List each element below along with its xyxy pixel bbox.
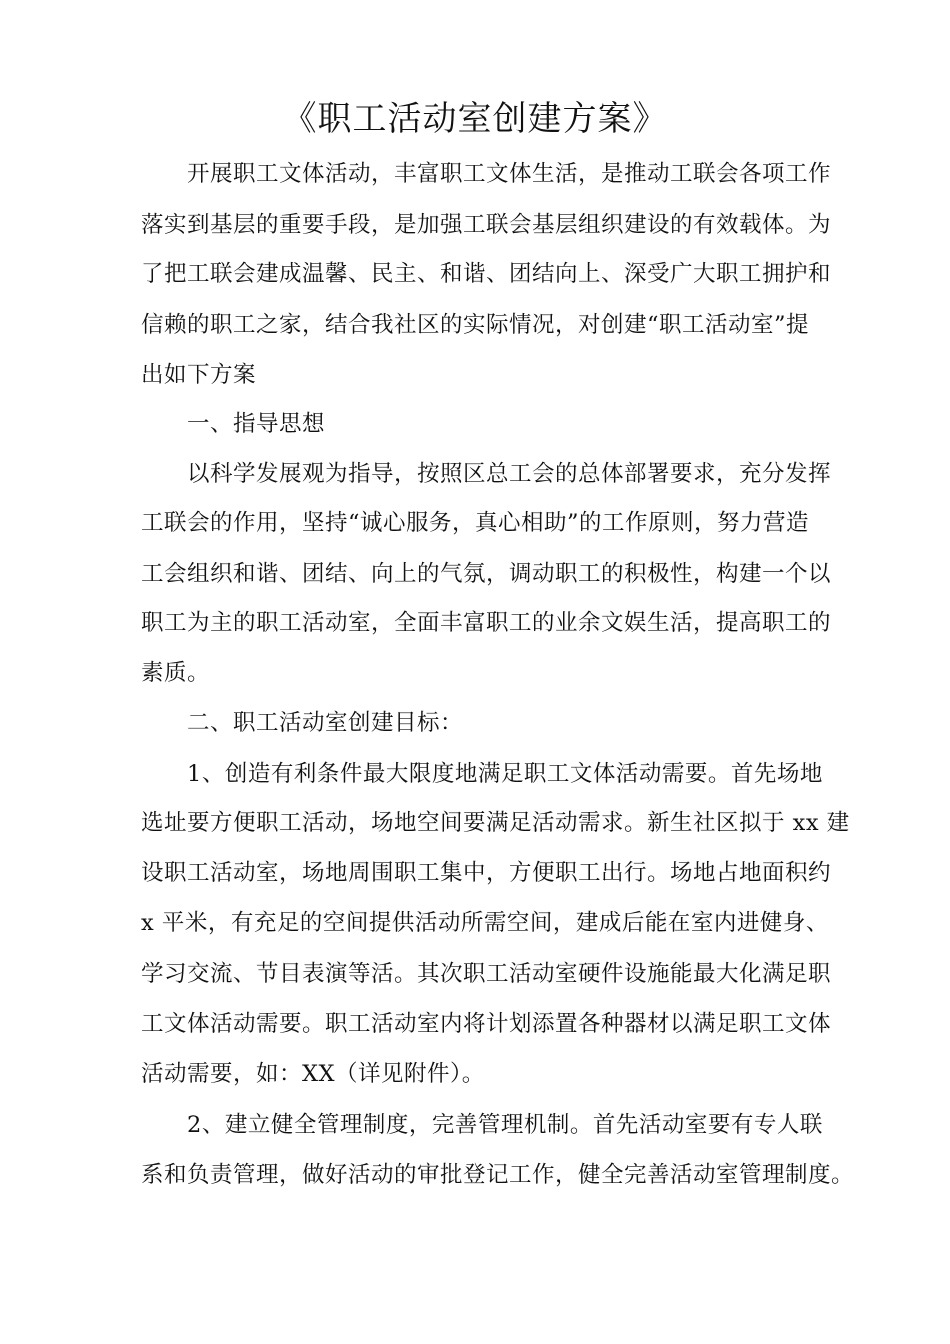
paragraph-line: 了把工联会建成温馨、民主、和谐、团结向上、深受广大职工拥护和 — [141, 261, 832, 287]
paragraph-line: 系和负责管理，做好活动的审批登记工作，健全完善活动室管理制度。 — [141, 1162, 855, 1188]
paragraph-line: 工联会的作用，坚持“诚心服务，真心相助”的工作原则，努力营造 — [141, 510, 810, 536]
paragraph-line: 1、创造有利条件最大限度地满足职工文体活动需要。首先场地 — [187, 761, 823, 787]
paragraph-line: 活动需要，如：XX（详见附件）。 — [141, 1061, 485, 1087]
paragraph-line: 工文体活动需要。职工活动室内将计划添置各种器材以满足职工文体 — [141, 1011, 832, 1037]
paragraph-line: 设职工活动室，场地周围职工集中，方便职工出行。场地占地面积约 — [141, 860, 832, 886]
paragraph-line: 信赖的职工之家，结合我社区的实际情况，对创建“职工活动室”提 — [141, 312, 810, 338]
paragraph-line: 学习交流、节目表演等活。其次职工活动室硬件设施能最大化满足职 — [141, 961, 832, 987]
paragraph-line: 开展职工文体活动，丰富职工文体生活，是推动工联会各项工作 — [187, 161, 832, 187]
paragraph-line: 2、建立健全管理制度，完善管理机制。首先活动室要有专人联 — [187, 1112, 823, 1138]
paragraph-line: 出如下方案 — [141, 362, 257, 388]
paragraph-line: x 平米，有充足的空间提供活动所需空间，建成后能在室内进健身、 — [141, 910, 829, 936]
section-heading: 二、职工活动室创建目标： — [187, 710, 464, 736]
section-heading: 一、指导思想 — [187, 411, 326, 437]
paragraph-line: 素质。 — [141, 660, 211, 686]
paragraph-line: 选址要方便职工活动，场地空间要满足活动需求。新生社区拟于 xx 建 — [141, 810, 850, 836]
paragraph-line: 以科学发展观为指导，按照区总工会的总体部署要求，充分发挥 — [187, 461, 832, 487]
paragraph-line: 工会组织和谐、团结、向上的气氛，调动职工的积极性，构建一个以 — [141, 561, 832, 587]
document-title: 《职工活动室创建方案》 — [282, 99, 668, 139]
paragraph-line: 职工为主的职工活动室，全面丰富职工的业余文娱生活，提高职工的 — [141, 610, 832, 636]
paragraph-line: 落实到基层的重要手段，是加强工联会基层组织建设的有效载体。为 — [141, 212, 832, 238]
